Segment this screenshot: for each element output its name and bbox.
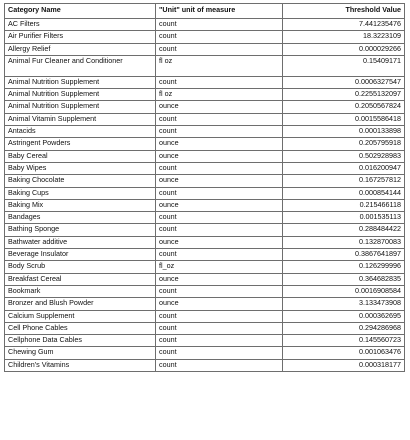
unit-cell: count bbox=[156, 359, 283, 371]
table-row bbox=[5, 285, 405, 297]
threshold-value-cell: 0.145560723 bbox=[283, 335, 405, 347]
unit-cell: count bbox=[156, 162, 283, 174]
unit-cell: ounce bbox=[156, 175, 283, 187]
threshold-value-cell: 7.441235476 bbox=[283, 19, 405, 31]
unit-cell: count bbox=[156, 249, 283, 261]
threshold-value-cell: 0.215466118 bbox=[283, 199, 405, 211]
unit-cell: fl oz bbox=[156, 55, 283, 76]
table-row bbox=[5, 199, 405, 211]
category-name-cell: Baking Chocolate bbox=[5, 175, 156, 187]
unit-cell: count bbox=[156, 187, 283, 199]
category-name-cell: Cell Phone Cables bbox=[5, 322, 156, 334]
table-row bbox=[5, 101, 405, 113]
unit-cell: count bbox=[156, 43, 283, 55]
threshold-value-cell: 0.294286968 bbox=[283, 322, 405, 334]
table-row bbox=[5, 347, 405, 359]
table-header-row bbox=[5, 4, 405, 19]
category-name-cell: Breakfast Cereal bbox=[5, 273, 156, 285]
unit-cell: count bbox=[156, 224, 283, 236]
category-name-cell: Animal Nutrition Supplement bbox=[5, 101, 156, 113]
threshold-value-cell: 0.132870083 bbox=[283, 236, 405, 248]
table-row bbox=[5, 175, 405, 187]
category-name-cell: Astringent Powders bbox=[5, 138, 156, 150]
unit-cell: ounce bbox=[156, 150, 283, 162]
table-row bbox=[5, 249, 405, 261]
threshold-value-cell: 0.0015586418 bbox=[283, 113, 405, 125]
table-row bbox=[5, 322, 405, 334]
category-name-cell: Allergy Relief bbox=[5, 43, 156, 55]
category-name-cell: Calcium Supplement bbox=[5, 310, 156, 322]
table-row bbox=[5, 261, 405, 273]
unit-cell: count bbox=[156, 322, 283, 334]
document-page bbox=[4, 3, 404, 372]
table-row bbox=[5, 76, 405, 88]
category-name-cell: Baking Cups bbox=[5, 187, 156, 199]
threshold-value-cell: 0.167257812 bbox=[283, 175, 405, 187]
category-name-cell: Baby Wipes bbox=[5, 162, 156, 174]
category-name-cell: Bronzer and Blush Powder bbox=[5, 298, 156, 310]
unit-cell: fl oz bbox=[156, 89, 283, 101]
threshold-value-cell: 18.3223109 bbox=[283, 31, 405, 43]
category-name-cell: Animal Vitamin Supplement bbox=[5, 113, 156, 125]
category-name-cell: Bandages bbox=[5, 212, 156, 224]
threshold-value-cell: 0.15409171 bbox=[283, 55, 405, 76]
threshold-value-cell: 0.000029266 bbox=[283, 43, 405, 55]
threshold-value-cell: 0.288484422 bbox=[283, 224, 405, 236]
table-row bbox=[5, 43, 405, 55]
table-row bbox=[5, 187, 405, 199]
table-row bbox=[5, 273, 405, 285]
threshold-value-cell: 0.000362695 bbox=[283, 310, 405, 322]
category-name-cell: Bookmark bbox=[5, 285, 156, 297]
unit-cell: count bbox=[156, 31, 283, 43]
threshold-value-cell: 0.126299996 bbox=[283, 261, 405, 273]
unit-cell: fl_oz bbox=[156, 261, 283, 273]
threshold-table bbox=[4, 3, 405, 372]
category-name-cell: Chewing Gum bbox=[5, 347, 156, 359]
threshold-value-cell: 0.502928983 bbox=[283, 150, 405, 162]
table-row bbox=[5, 224, 405, 236]
unit-cell: count bbox=[156, 347, 283, 359]
table-row bbox=[5, 55, 405, 76]
category-name-cell: AC Filters bbox=[5, 19, 156, 31]
unit-cell: count bbox=[156, 310, 283, 322]
unit-cell: ounce bbox=[156, 199, 283, 211]
threshold-value-cell: 0.205795918 bbox=[283, 138, 405, 150]
category-name-cell: Beverage Insulator bbox=[5, 249, 156, 261]
table-body bbox=[5, 19, 405, 372]
table-row bbox=[5, 150, 405, 162]
table-row bbox=[5, 113, 405, 125]
category-name-cell: Air Purifier Filters bbox=[5, 31, 156, 43]
threshold-value-cell: 0.001063476 bbox=[283, 347, 405, 359]
table-row bbox=[5, 138, 405, 150]
table-row bbox=[5, 310, 405, 322]
table-row bbox=[5, 126, 405, 138]
category-name-cell: Animal Fur Cleaner and Conditioner bbox=[5, 55, 156, 76]
header-category-name: Category Name bbox=[5, 4, 156, 19]
threshold-value-cell: 0.000318177 bbox=[283, 359, 405, 371]
threshold-value-cell: 3.133473908 bbox=[283, 298, 405, 310]
unit-cell: count bbox=[156, 76, 283, 88]
table-row bbox=[5, 89, 405, 101]
threshold-value-cell: 0.2050567824 bbox=[283, 101, 405, 113]
category-name-cell: Bathing Sponge bbox=[5, 224, 156, 236]
unit-cell: count bbox=[156, 113, 283, 125]
table-row bbox=[5, 162, 405, 174]
unit-cell: count bbox=[156, 126, 283, 138]
threshold-value-cell: 0.000133898 bbox=[283, 126, 405, 138]
category-name-cell: Animal Nutrition Supplement bbox=[5, 76, 156, 88]
threshold-value-cell: 0.001535113 bbox=[283, 212, 405, 224]
threshold-value-cell: 0.2255132097 bbox=[283, 89, 405, 101]
category-name-cell: Cellphone Data Cables bbox=[5, 335, 156, 347]
unit-cell: ounce bbox=[156, 138, 283, 150]
table-row bbox=[5, 298, 405, 310]
threshold-value-cell: 0.0016908584 bbox=[283, 285, 405, 297]
category-name-cell: Baking Mix bbox=[5, 199, 156, 211]
threshold-value-cell: 0.000854144 bbox=[283, 187, 405, 199]
category-name-cell: Children's Vitamins bbox=[5, 359, 156, 371]
header-threshold-value: Threshold Value bbox=[283, 4, 405, 19]
unit-cell: ounce bbox=[156, 236, 283, 248]
threshold-value-cell: 0.0006327547 bbox=[283, 76, 405, 88]
category-name-cell: Body Scrub bbox=[5, 261, 156, 273]
category-name-cell: Bathwater additive bbox=[5, 236, 156, 248]
unit-cell: ounce bbox=[156, 101, 283, 113]
unit-cell: count bbox=[156, 212, 283, 224]
unit-cell: count bbox=[156, 19, 283, 31]
unit-cell: ounce bbox=[156, 298, 283, 310]
unit-cell: count bbox=[156, 335, 283, 347]
table-row bbox=[5, 335, 405, 347]
unit-cell: ounce bbox=[156, 273, 283, 285]
category-name-cell: Baby Cereal bbox=[5, 150, 156, 162]
category-name-cell: Animal Nutrition Supplement bbox=[5, 89, 156, 101]
table-row bbox=[5, 359, 405, 371]
header-unit-of-measure: "Unit" unit of measure bbox=[156, 4, 283, 19]
category-name-cell: Antacids bbox=[5, 126, 156, 138]
table-row bbox=[5, 19, 405, 31]
table-row bbox=[5, 236, 405, 248]
threshold-value-cell: 0.3867641897 bbox=[283, 249, 405, 261]
table-row bbox=[5, 212, 405, 224]
threshold-value-cell: 0.364682835 bbox=[283, 273, 405, 285]
unit-cell: count bbox=[156, 285, 283, 297]
threshold-value-cell: 0.016200947 bbox=[283, 162, 405, 174]
table-row bbox=[5, 31, 405, 43]
